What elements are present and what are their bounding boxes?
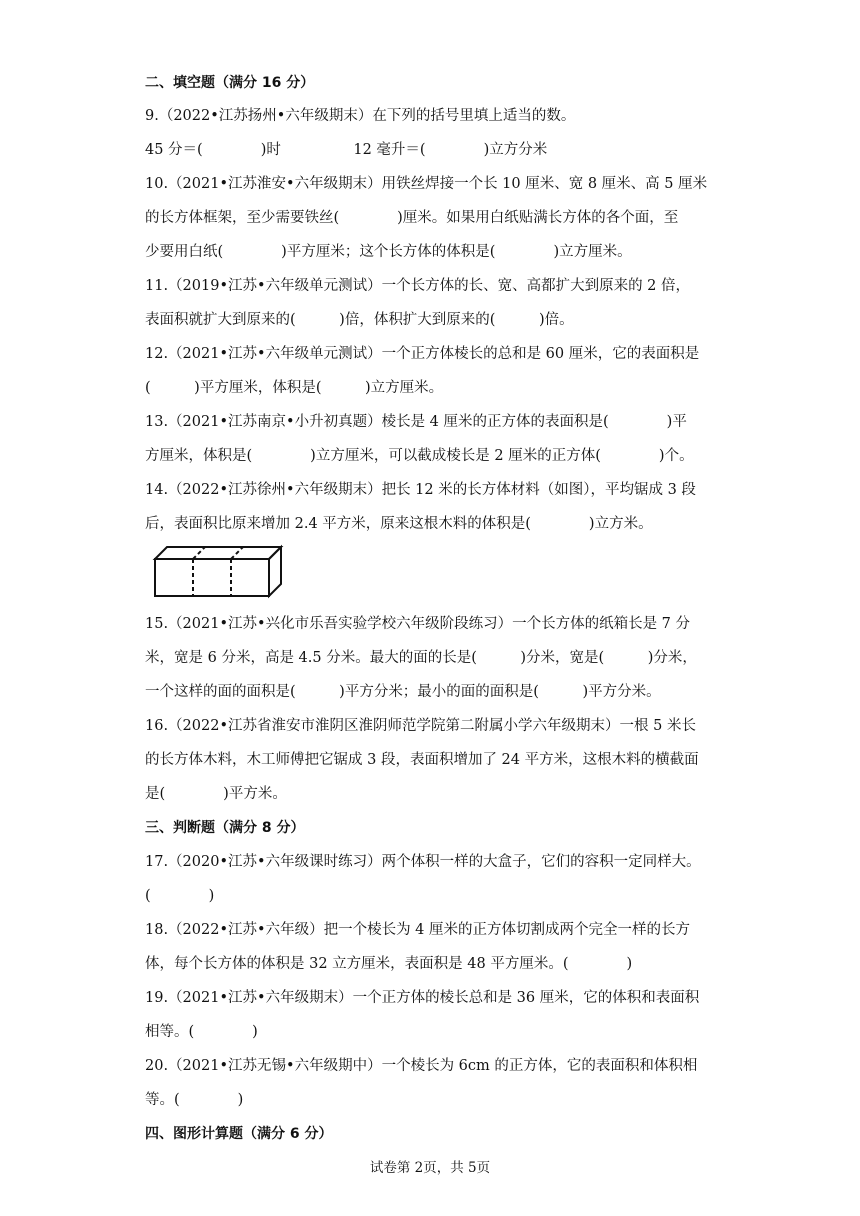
- question-17-line-2: ( ): [145, 888, 215, 904]
- question-19-line-2: 相等。( ): [145, 1024, 258, 1040]
- question-11-line-1: 11.（2019•江苏•六年级单元测试）一个长方体的长、宽、高都扩大到原来的 2 倍，: [145, 278, 691, 294]
- question-16-line-1: 16.（2022•江苏省淮安市淮阴区淮阴师范学院第二附属小学六年级期末）一根 5 米长: [145, 718, 696, 734]
- question-18-line-2: 体，每个长方体的体积是 32 立方厘米，表面积是 48 平方厘米。( ): [145, 956, 633, 972]
- question-13-line-2: 方厘米，体积是( )立方厘米，可以截成棱长是 2 厘米的正方体( )个。: [145, 448, 694, 464]
- question-13-line-1: 13.（2021•江苏南京•小升初真题）棱长是 4 厘米的正方体的表面积是( )平: [145, 414, 687, 430]
- question-15-line-1: 15.（2021•江苏•兴化市乐吾实验学校六年级阶段练习）一个长方体的纸箱长是 7 分: [145, 616, 691, 632]
- question-14-line-2: 后，表面积比原来增加 2.4 平方米，原来这根木料的体积是( )立方米。: [145, 516, 653, 532]
- section-heading-fill-blank: 二、填空题（满分 16 分）: [145, 75, 315, 91]
- question-10-line-2: 的长方体框架，至少需要铁丝( )厘米。如果用白纸贴满长方体的各个面，至: [145, 210, 679, 226]
- question-16-line-2: 的长方体木料，木工师傅把它锯成 3 段，表面积增加了 24 平方米，这根木料的横截面: [145, 752, 699, 768]
- section-heading-judgement: 三、判断题（满分 8 分）: [145, 820, 305, 836]
- question-11-line-2: 表面积就扩大到原来的( )倍，体积扩大到原来的( )倍。: [145, 312, 574, 328]
- question-16-line-3: 是( )平方米。: [145, 786, 287, 802]
- question-14-line-1: 14.（2022•江苏徐州•六年级期末）把长 12 米的长方体材料（如图），平均锯成 3 段: [145, 482, 696, 498]
- question-15-line-2: 米，宽是 6 分米，高是 4.5 分米。最大的面的长是( )分米，宽是( )分米，: [145, 650, 697, 666]
- question-15-line-3: 一个这样的面的面积是( )平方分米；最小的面的面积是( )平方分米。: [145, 684, 661, 700]
- question-10-line-1: 10.（2021•江苏淮安•六年级期末）用铁丝焊接一个长 10 厘米、宽 8 厘米、高 5 厘米: [145, 176, 708, 192]
- question-19-line-1: 19.（2021•江苏•六年级期末）一个正方体的棱长总和是 36 厘米，它的体积和表面积: [145, 990, 700, 1006]
- question-17-line-1: 17.（2020•江苏•六年级课时练习）两个体积一样的大盒子，它们的容积一定同样大。: [145, 854, 701, 870]
- cuboid-figure: [152, 544, 284, 600]
- question-18-line-1: 18.（2022•江苏•六年级）把一个棱长为 4 厘米的正方体切割成两个完全一样的长方: [145, 922, 691, 938]
- question-20-line-2: 等。( ): [145, 1092, 244, 1108]
- question-10-line-3: 少要用白纸( )平方厘米；这个长方体的体积是( )立方厘米。: [145, 244, 632, 260]
- question-20-line-1: 20.（2021•江苏无锡•六年级期中）一个棱长为 6cm 的正方体，它的表面积和体积相: [145, 1058, 698, 1074]
- question-12-line-2: ( )平方厘米，体积是( )立方厘米。: [145, 380, 444, 396]
- page-footer: 试卷第 2页，共 5页: [369, 1160, 491, 1176]
- question-12-line-1: 12.（2021•江苏•六年级单元测试）一个正方体棱长的总和是 60 厘米，它的表面积是: [145, 346, 700, 362]
- question-9-line-1: 9.（2022•江苏扬州•六年级期末）在下列的括号里填上适当的数。: [145, 108, 576, 124]
- question-9-line-2: 45 分＝( )时 12 毫升＝( )立方分米: [145, 142, 548, 158]
- section-heading-figure-calc: 四、图形计算题（满分 6 分）: [145, 1126, 333, 1142]
